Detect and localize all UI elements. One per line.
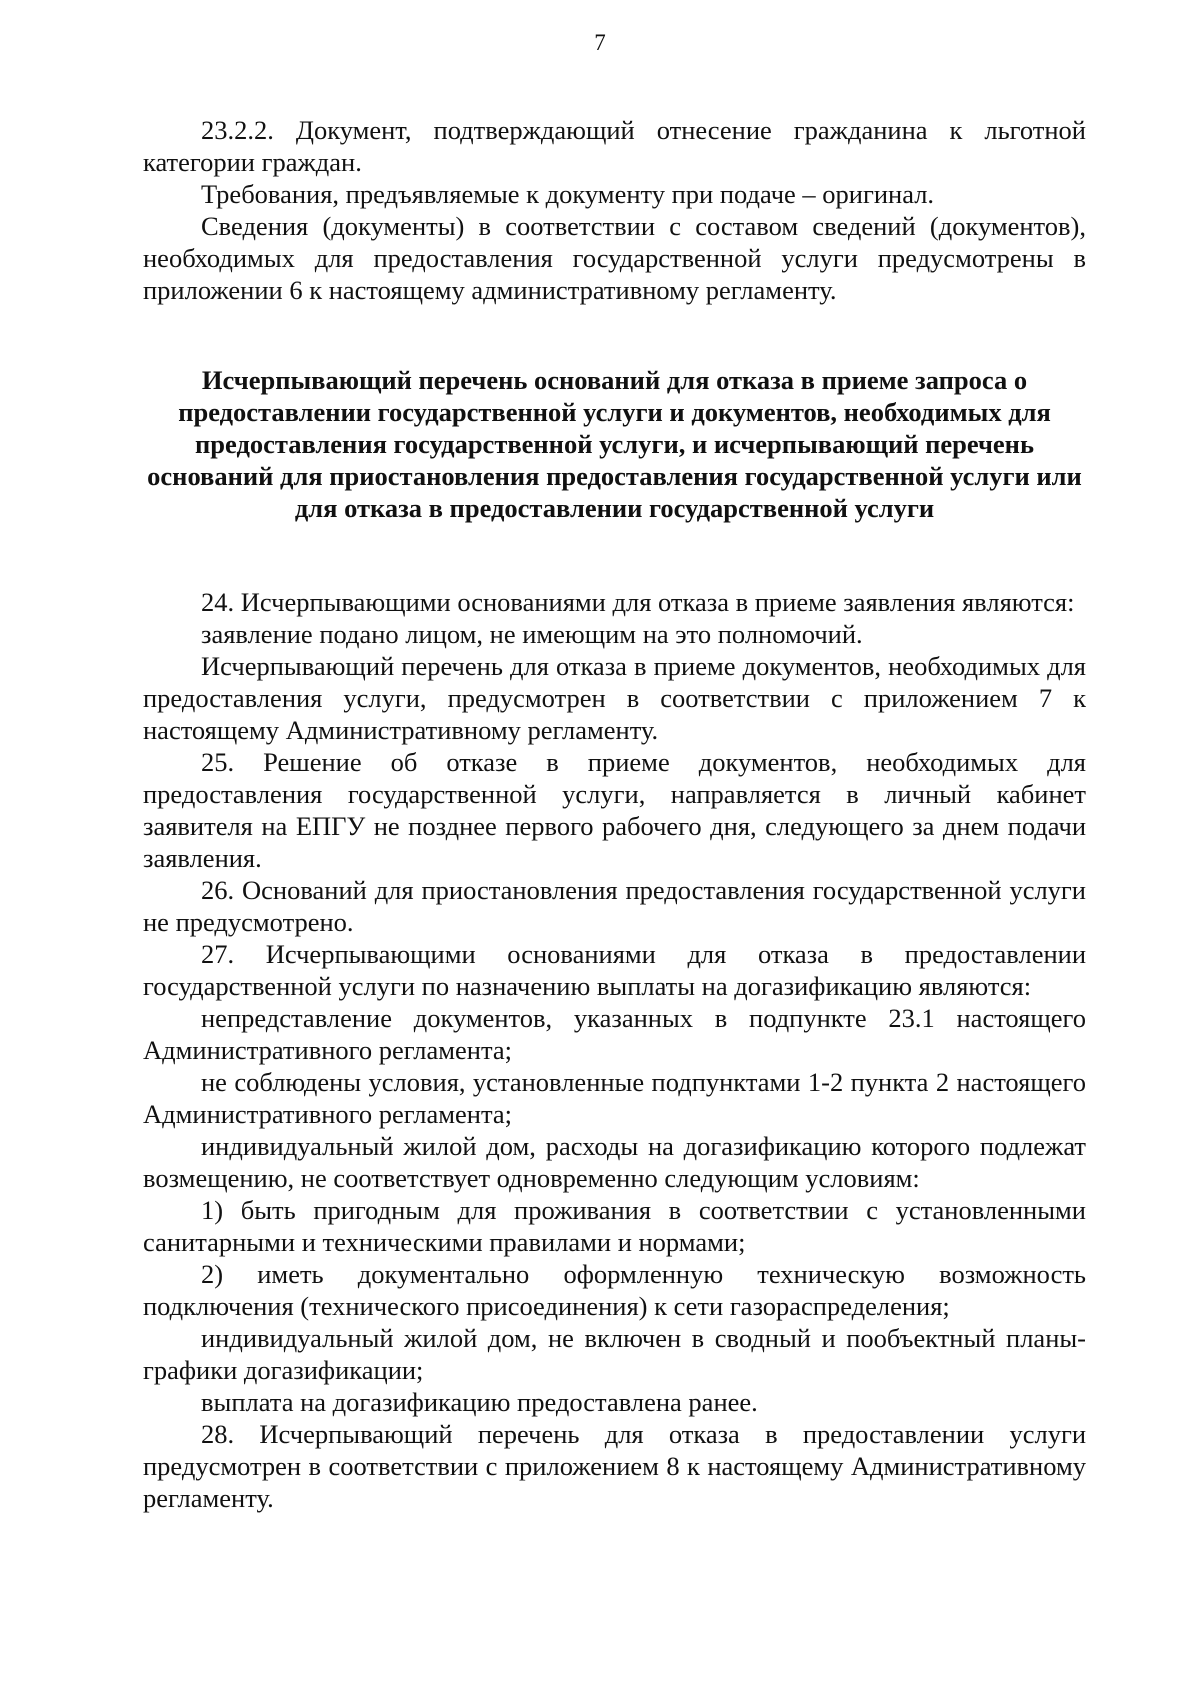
paragraph-27-item-5: выплата на догазификацию предоставлена ранее.	[201, 1387, 758, 1417]
paragraph-documents-info: Сведения (документы) в соответствии с составом сведений (документов), необходимых для предоставления государственной услуги предусмотрены в приложении 6 к настоящему административному регламенту.	[143, 211, 1086, 305]
paragraph-27-item-3: индивидуальный жилой дом, расходы на догазификацию которого подлежат возмещению, не соответствует одновременно следующим условиям:	[143, 1131, 1086, 1193]
paragraph-27: 27. Исчерпывающими основаниями для отказа в предоставлении государственной услуги по назначению выплаты на догазификацию являются:	[143, 939, 1086, 1001]
paragraph-27-condition-1: 1) быть пригодным для проживания в соответствии с установленными санитарными и техническими правилами и нормами;	[143, 1195, 1086, 1257]
paragraph-27-condition-2: 2) иметь документально оформленную техническую возможность подключения (технического присоединения) к сети газораспределения;	[143, 1259, 1086, 1321]
paragraph-23-2-2: 23.2.2. Документ, подтверждающий отнесение гражданина к льготной категории граждан.	[143, 115, 1086, 177]
paragraph-25: 25. Решение об отказе в приеме документов, необходимых для предоставления государственной услуги, направляется в личный кабинет заявителя на ЕПГУ не позднее первого рабочего дня, следующего за днем подачи заявления.	[143, 747, 1086, 873]
paragraph-28: 28. Исчерпывающий перечень для отказа в предоставлении услуги предусмотрен в соответствии с приложением 8 к настоящему Административному регламенту.	[143, 1419, 1086, 1513]
section-heading: Исчерпывающий перечень оснований для отказа в приеме запроса о предоставлении государственной услуги и документов, необходимых для предоставления государственной услуги, и исчерпывающий перечень оснований для приостановления предоставления государственной услуги или для отказа в предоставлении государственной услуги	[147, 365, 1082, 523]
paragraph-27-item-1: непредставление документов, указанных в подпункте 23.1 настоящего Административного регламента;	[143, 1003, 1086, 1065]
paragraph-requirements: Требования, предъявляемые к документу при подаче – оригинал.	[201, 179, 935, 209]
paragraph-27-item-2: не соблюдены условия, установленные подпунктами 1-2 пункта 2 настоящего Административного регламента;	[143, 1067, 1086, 1129]
page-number: 7	[594, 30, 606, 55]
page-content	[143, 114, 1086, 1514]
paragraph-24-list: Исчерпывающий перечень для отказа в приеме документов, необходимых для предоставления услуги, предусмотрен в соответствии с приложением 7 к настоящему Административному регламенту.	[143, 651, 1086, 745]
paragraph-24-item: заявление подано лицом, не имеющим на это полномочий.	[201, 619, 863, 649]
paragraph-26: 26. Оснований для приостановления предоставления государственной услуги не предусмотрено.	[143, 875, 1086, 937]
paragraph-27-item-4: индивидуальный жилой дом, не включен в сводный и пообъектный планы-графики догазификации;	[143, 1323, 1086, 1385]
paragraph-24: 24. Исчерпывающими основаниями для отказа в приеме заявления являются:	[201, 587, 1075, 617]
